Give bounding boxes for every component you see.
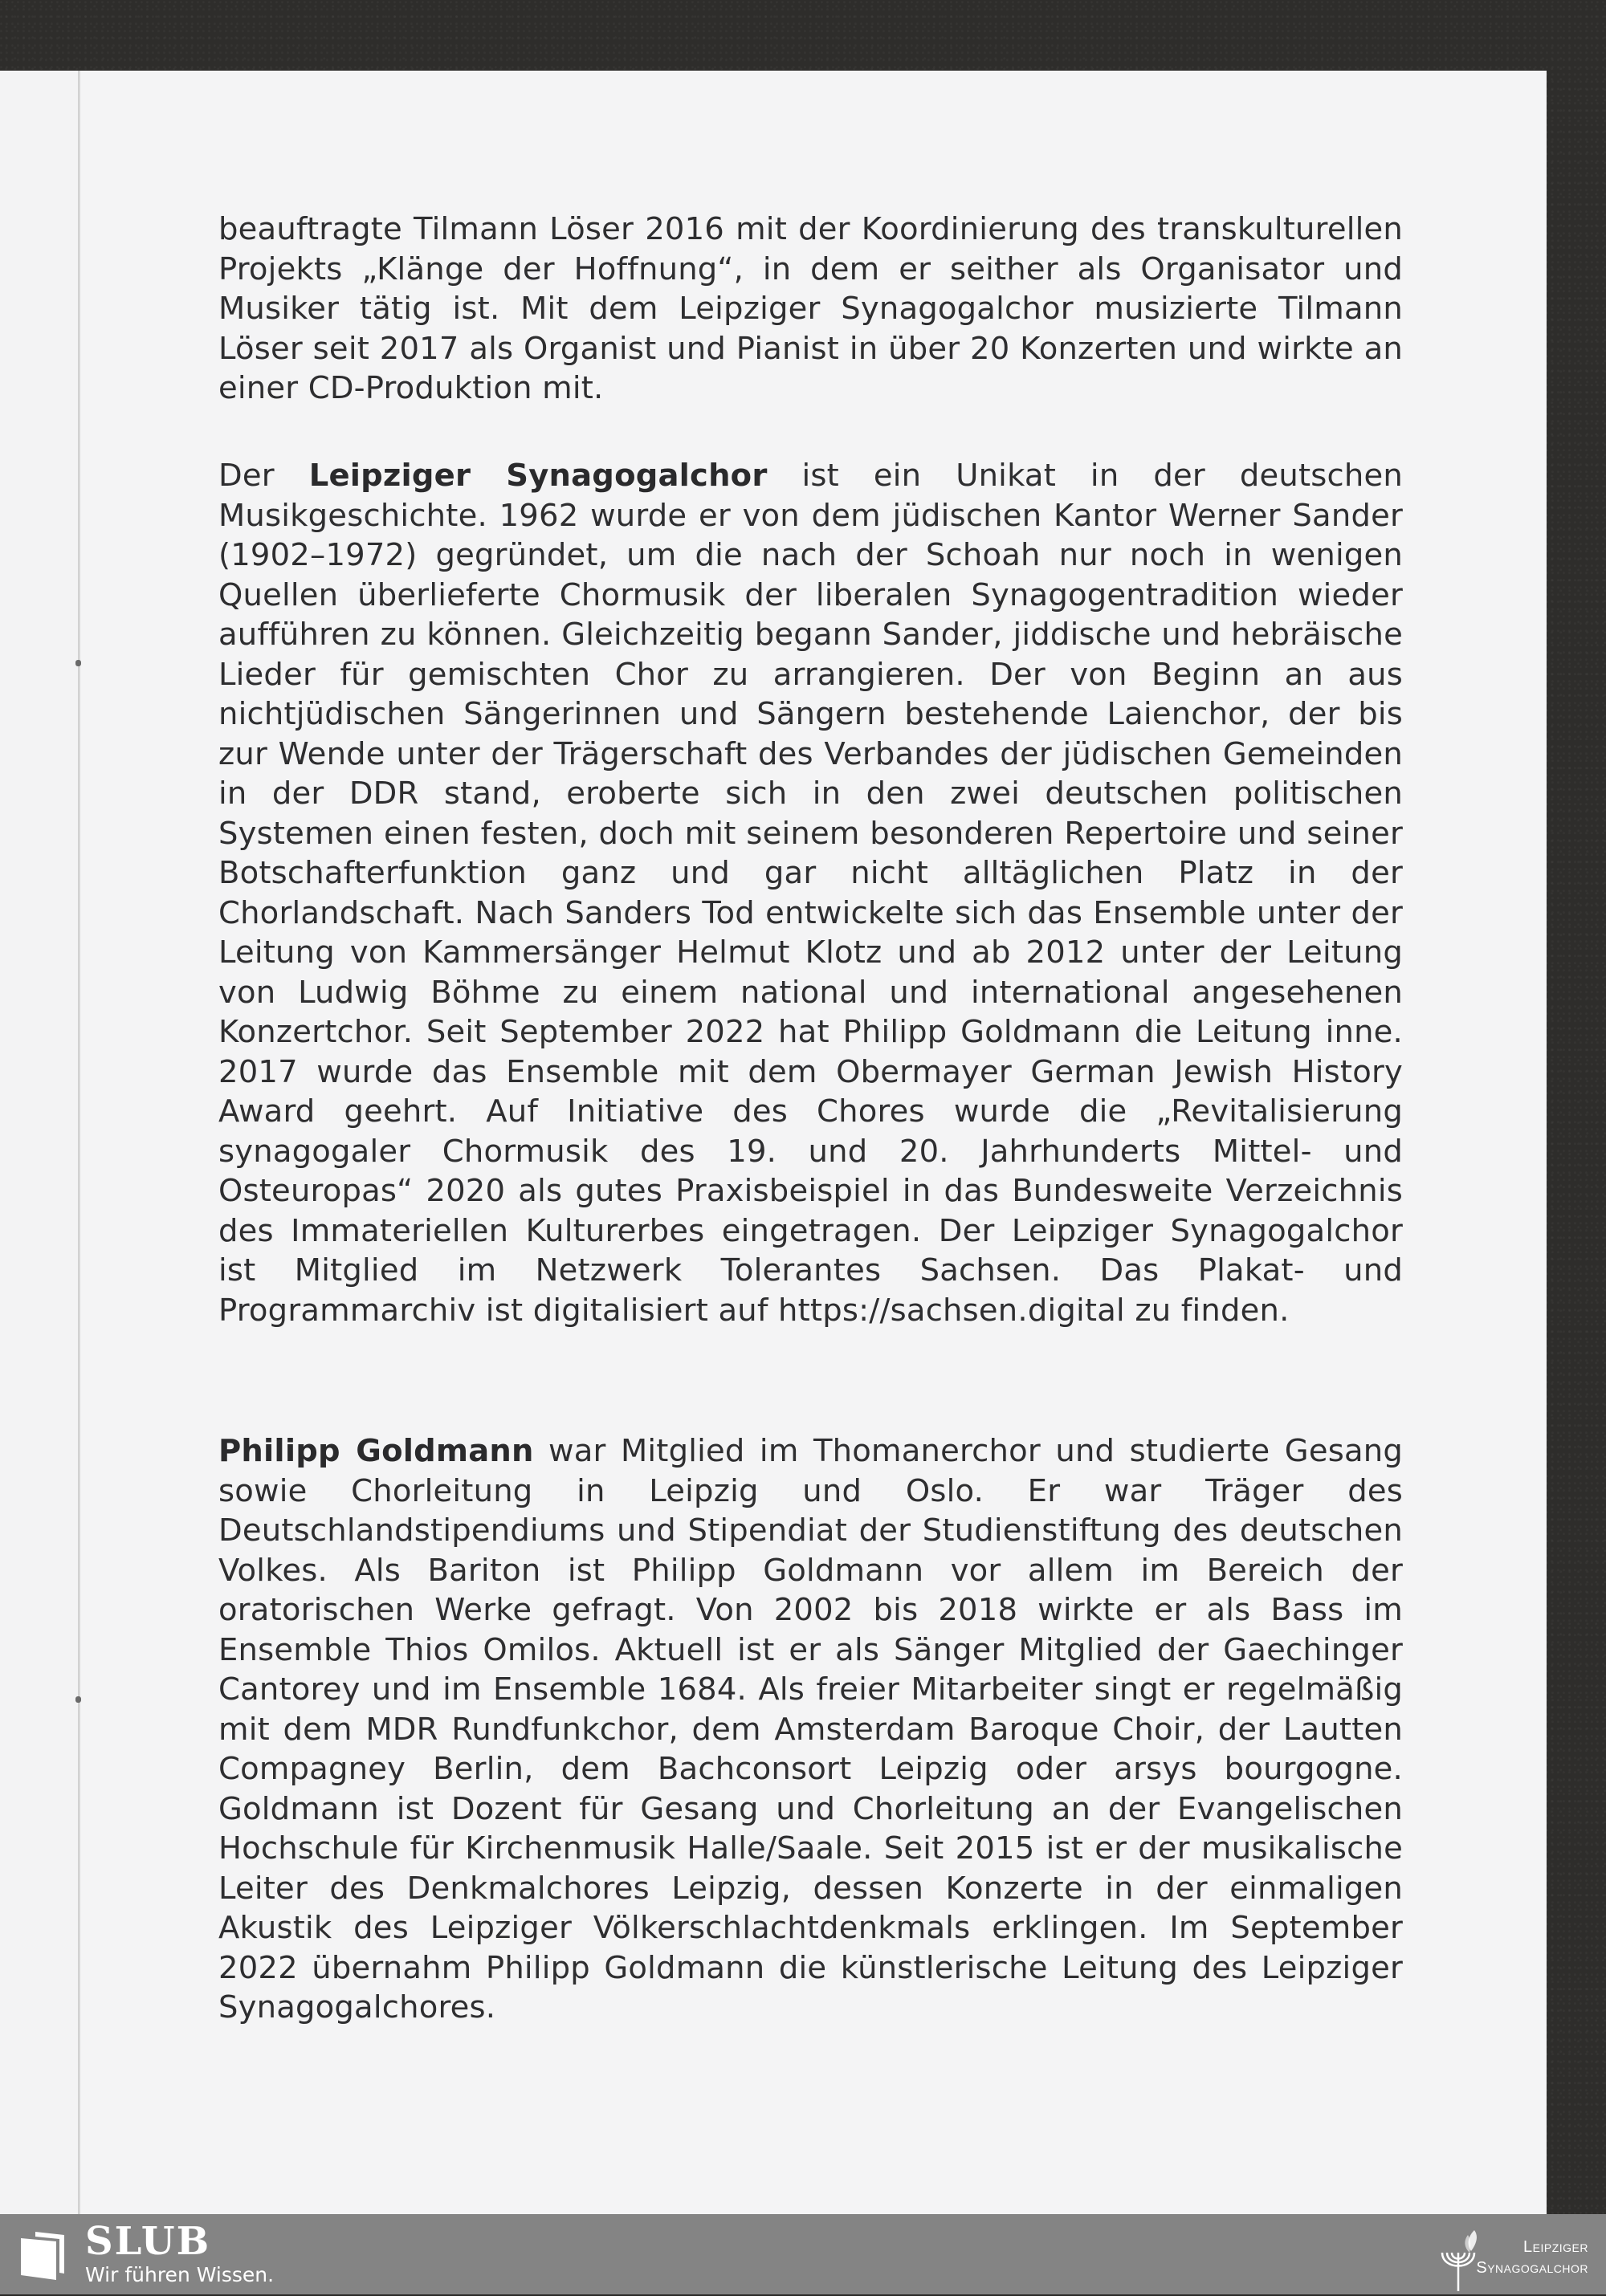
paragraph-synagogalchor (218, 456, 1403, 1330)
binding-staple (75, 660, 81, 666)
slub-tagline: Wir führen Wissen. (85, 2263, 275, 2286)
book-pages-icon (21, 2232, 66, 2280)
paragraph-text: ist ein Unikat in der deutschen Musikgeschichte. 1962 wurde er von dem jüdischen Kantor Werner Sander (1902–1972) gegründet, um die nach der Schoah nur noch in wenigen Quellen überlieferte Chormusik der liberalen Synagogentradition wieder aufführen zu können. Gleichzeitig begann Sander, jiddische und hebräische Lieder für gemischten Chor zu arrangieren. Der von Beginn an aus nichtjüdischen Sängerinnen und Sängern bestehende Laienchor, der bis zur Wende unter der Trägerschaft des Verbandes der jüdischen Gemeinden in der DDR stand, eroberte sich in den zwei deutschen politischen Systemen einen festen, doch mit seinem besonderen Repertoire und seiner Botschafterfunktion ganz und gar nicht alltäglichen Platz in der Chorlandschaft. Nach Sanders Tod entwickelte sich das Ensemble unter der Leitung von Kammersänger Helmut Klotz und ab 2012 unter der Leitung von Ludwig Böhme zu einem national und international angesehenen Konzertchor. Seit September 2022 hat Philipp Goldmann die Leitung inne. 2017 wurde das Ensemble mit dem Obermayer German Jewish History Award geehrt. Auf Initiative des Chores wurde die „Revitalisierung synagogaler Chormusik des 19. und 20. Jahrhunderts Mittel- und Osteuropas“ 2020 als gutes Praxisbeispiel in das Bundesweite Verzeichnis des Immateriellen Kulturerbes eingetragen. Der Leipziger Synagogalchor ist Mitglied im Netzwerk Tolerantes Sachsen. Das Plakat- und Programmarchiv ist digitalisiert auf https://sachsen.digital zu finden. (218, 458, 1404, 1329)
paragraph-loeser (218, 210, 1403, 409)
footer-bar (0, 2214, 1606, 2294)
slub-brand-name: SLUB (85, 2219, 211, 2264)
paragraph-bold-lead: Leipziger Synagogalchor (308, 458, 768, 494)
paragraph-text: war Mitglied im Thomanerchor und studierte Gesang sowie Chorleitung in Leipzig und Oslo. Er war Träger des Deutschlandstipendiums und Stipendiat der Studienstiftung des deutschen Volkes. Als Bariton ist Philipp Goldmann vor allem im Bereich der oratorischen Werke gefragt. Von 2002 bis 2018 wirkte er als Bass im Ensemble Thios Omilos. Aktuell ist er als Sänger Mitglied der Gaechinger Cantorey und im Ensemble 1684. Als freier Mitarbeiter singt er regelmäßig mit dem MDR Rundfunkchor, dem Amsterdam Baroque Choir, der Lautten Compagney Berlin, dem Bachconsort Leipzig oder arsys bourgogne. Goldmann ist Dozent für Gesang und Chorleitung an der Evangelischen Hochschule für Kirchenmusik Halle/Saale. Seit 2015 ist er der musikalische Leiter des Denkmalchores Leipzig, dessen Konzerte in der einmaligen Akustik des Leipziger Völkerschlachtdenkmals erklingen. Im September 2022 übernahm Philipp Goldmann die künstlerische Leitung des Leipziger Synagogalchores. (218, 1433, 1403, 2025)
facing-page-edge (0, 71, 79, 2222)
paragraph-bold-lead: Philipp Goldmann (218, 1433, 534, 1469)
paragraph-goldmann (218, 1431, 1403, 2028)
binding-staple (75, 1696, 81, 1703)
paragraph-prefix: Der (218, 458, 309, 494)
paragraph-text: beauftragte Tilmann Löser 2016 mit der Koordinierung des transkulturellen Projekts „Klänge der Hoffnung“, in dem er seither als Organisator und Musiker tätig ist. Mit dem Leipziger Synagogalchor musizierte Tilmann Löser seit 2017 als Organist und Pianist in über 20 Konzerten und wirkte an einer CD-Produktion mit. (218, 211, 1403, 406)
choir-name-line2: Synagogalchor (1476, 2259, 1588, 2277)
choir-name-line1: Leipziger (1523, 2238, 1588, 2256)
choir-brand-name (1476, 2237, 1588, 2278)
